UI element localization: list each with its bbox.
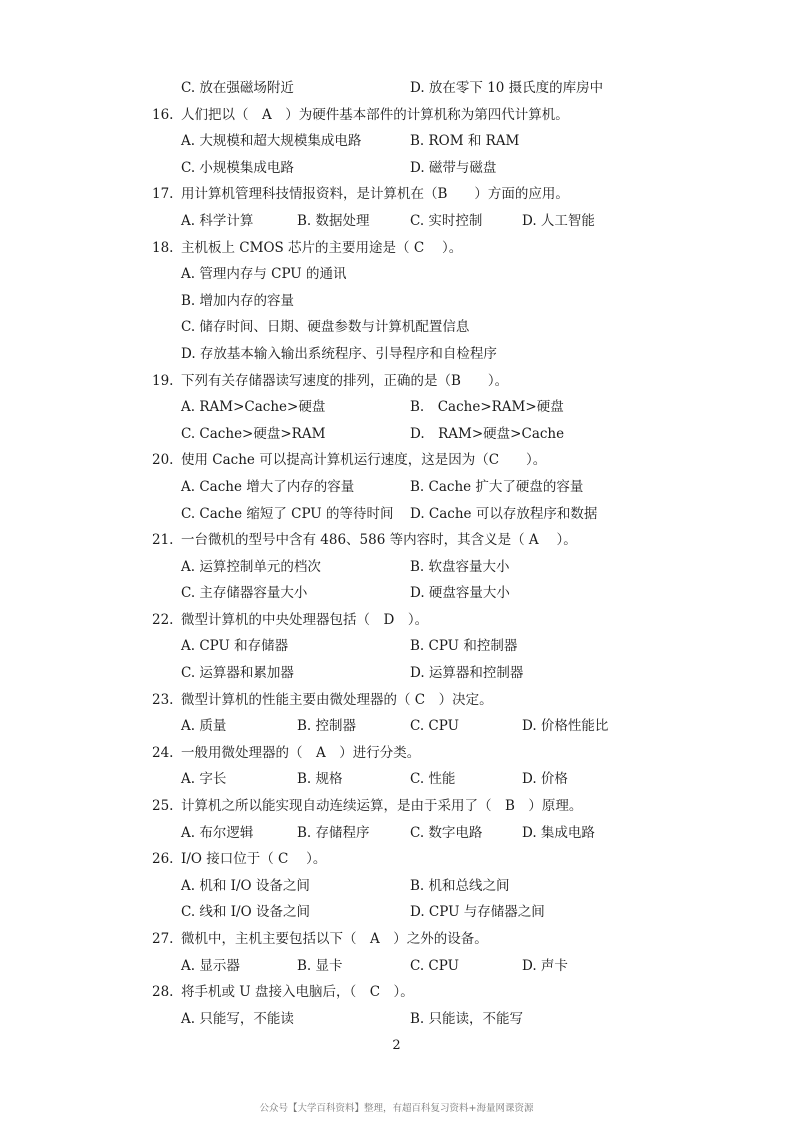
answer-option: A. 质量: [181, 718, 227, 735]
question-text: I/O 接口位于（ C ）。: [181, 851, 327, 868]
option-line: [0, 953, 793, 980]
answer-option: D. 磁带与磁盘: [410, 159, 497, 176]
answer-option: A. RAM>Cache>硬盘: [181, 399, 326, 416]
answer-option: C. CPU: [410, 718, 459, 735]
answer-option: A. 字长: [181, 771, 227, 788]
answer-option: D. Cache 可以存放程序和数据: [410, 505, 598, 522]
answer-option: B. 软盘容量大小: [410, 558, 510, 575]
question-stem-line: [0, 846, 793, 873]
answer-option: C. 主存储器容量大小: [181, 585, 308, 602]
question-number: 19.: [152, 372, 174, 389]
answer-option: B. 存储程序: [297, 824, 370, 841]
answer-option: D. 运算器和控制器: [410, 665, 524, 682]
answer-option: B. 控制器: [297, 718, 357, 735]
question-text: 使用 Cache 可以提高计算机运行速度，这是因为（C ）。: [181, 452, 547, 469]
answer-option: B. ROM 和 RAM: [410, 133, 520, 150]
question-list: [0, 75, 793, 1032]
answer-option: C. 小规模集成电路: [181, 159, 294, 176]
question-stem-line: [0, 793, 793, 820]
option-line: [0, 394, 793, 421]
answer-option: A. 科学计算: [181, 212, 254, 229]
answer-option: A. 大规模和超大规模集成电路: [181, 133, 362, 150]
page-number: 2: [392, 1038, 401, 1053]
option-line: [0, 155, 793, 182]
option-line: [0, 128, 793, 155]
answer-option: C. 性能: [410, 771, 456, 788]
question-text: 微型计算机的中央处理器包括（ D ）。: [181, 611, 429, 628]
answer-option: D. RAM>硬盘>Cache: [410, 425, 565, 442]
option-line: [0, 341, 793, 368]
answer-option: B. 只能读，不能写: [410, 1010, 524, 1027]
answer-option: A. 机和 I/O 设备之间: [181, 877, 310, 894]
answer-option: A. 管理内存与 CPU 的通讯: [181, 266, 347, 283]
question-stem-line: [0, 368, 793, 395]
question-text: 人们把以（ A ）为硬件基本部件的计算机称为第四代计算机。: [181, 106, 569, 123]
question-text: 下列有关存储器读写速度的排列，正确的是（B ）。: [181, 372, 509, 389]
question-stem-line: [0, 607, 793, 634]
option-line: [0, 208, 793, 235]
answer-option: A. 显示器: [181, 957, 240, 974]
question-stem-line: [0, 447, 793, 474]
question-text: 微机中，主机主要包括以下（ A ）之外的设备。: [181, 931, 488, 947]
question-stem-line: [0, 527, 793, 554]
answer-option: D. 声卡: [522, 957, 568, 974]
question-number: 16.: [152, 106, 174, 123]
question-text: 将手机或 U 盘接入电脑后，（ C ）。: [181, 984, 414, 1001]
answer-option: B. 机和总线之间: [410, 877, 510, 894]
answer-option: D. 价格性能比: [522, 718, 609, 735]
question-stem-line: [0, 181, 793, 208]
question-number: 22.: [152, 611, 174, 628]
answer-option: A. 运算控制单元的档次: [181, 558, 321, 575]
option-line: [0, 288, 793, 315]
option-line: [0, 713, 793, 740]
option-line: [0, 75, 793, 102]
question-text: 一台微机的型号中含有 486、586 等内容时，其含义是（ A ）。: [181, 532, 577, 549]
answer-option: C. 放在强磁场附近: [181, 80, 294, 96]
answer-option: D. 硬盘容量大小: [410, 585, 510, 602]
question-number: 26.: [152, 851, 174, 868]
answer-option: D. 存放基本输入输出系统程序、引导程序和自检程序: [181, 345, 497, 362]
answer-option: C. 线和 I/O 设备之间: [181, 904, 310, 921]
answer-option: B. 增加内存的容量: [181, 292, 295, 309]
question-stem-line: [0, 235, 793, 262]
question-text: 主机板上 CMOS 芯片的主要用途是（ C ）。: [181, 239, 463, 256]
answer-option: B. 规格: [297, 771, 343, 788]
answer-option: C. Cache 缩短了 CPU 的等待时间: [181, 505, 394, 522]
answer-option: B. 显卡: [297, 957, 343, 974]
option-line: [0, 261, 793, 288]
answer-option: A. CPU 和存储器: [181, 638, 289, 655]
option-line: [0, 314, 793, 341]
answer-option: D. CPU 与存储器之间: [410, 904, 545, 921]
question-number: 24.: [152, 744, 174, 761]
answer-option: B. CPU 和控制器: [410, 638, 518, 655]
answer-option: A. Cache 增大了内存的容量: [181, 478, 355, 495]
answer-option: C. 数字电路: [410, 824, 483, 841]
question-number: 17.: [152, 186, 174, 203]
question-stem-line: [0, 102, 793, 129]
question-number: 25.: [152, 798, 174, 815]
option-line: [0, 501, 793, 528]
question-stem-line: [0, 687, 793, 714]
question-number: 21.: [152, 532, 174, 549]
option-line: [0, 899, 793, 926]
option-line: [0, 474, 793, 501]
answer-option: C. CPU: [410, 957, 459, 974]
question-text: 微型计算机的性能主要由微处理器的（ C ）决定。: [181, 691, 493, 708]
answer-option: A. 布尔逻辑: [181, 824, 254, 841]
footer-note: 公众号【大学百科资料】整理，有超百科复习资料+海量网课资源: [259, 1103, 534, 1114]
option-line: [0, 633, 793, 660]
answer-option: D. 价格: [522, 771, 568, 788]
question-number: 18.: [152, 239, 174, 256]
option-line: [0, 421, 793, 448]
question-text: 一般用微处理器的（ A ）进行分类。: [181, 744, 421, 761]
option-line: [0, 580, 793, 607]
option-line: [0, 766, 793, 793]
question-number: 23.: [152, 691, 174, 708]
option-line: [0, 873, 793, 900]
answer-option: B. 数据处理: [297, 212, 370, 229]
answer-option: C. Cache>硬盘>RAM: [181, 425, 326, 442]
question-number: 28.: [152, 984, 174, 1001]
question-stem-line: [0, 979, 793, 1006]
option-line: [0, 660, 793, 687]
answer-option: C. 实时控制: [410, 212, 483, 229]
answer-option: C. 运算器和累加器: [181, 665, 294, 682]
option-line: [0, 1006, 793, 1033]
question-text: 用计算机管理科技情报资料，是计算机在（B ）方面的应用。: [181, 186, 569, 203]
question-number: 20.: [152, 452, 174, 469]
option-line: [0, 820, 793, 847]
answer-option: A. 只能写，不能读: [181, 1010, 294, 1027]
question-number: 27.: [152, 931, 174, 947]
option-line: [0, 554, 793, 581]
answer-option: D. 集成电路: [522, 824, 595, 841]
answer-option: D. 放在零下 10 摄氏度的库房中: [410, 80, 604, 96]
question-stem-line: [0, 740, 793, 767]
answer-option: C. 储存时间、日期、硬盘参数与计算机配置信息: [181, 319, 470, 336]
question-stem-line: [0, 926, 793, 953]
answer-option: B. Cache>RAM>硬盘: [410, 399, 564, 416]
answer-option: B. Cache 扩大了硬盘的容量: [410, 478, 584, 495]
answer-option: D. 人工智能: [522, 212, 595, 229]
question-text: 计算机之所以能实现自动连续运算，是由于采用了（ B ）原理。: [181, 798, 583, 815]
